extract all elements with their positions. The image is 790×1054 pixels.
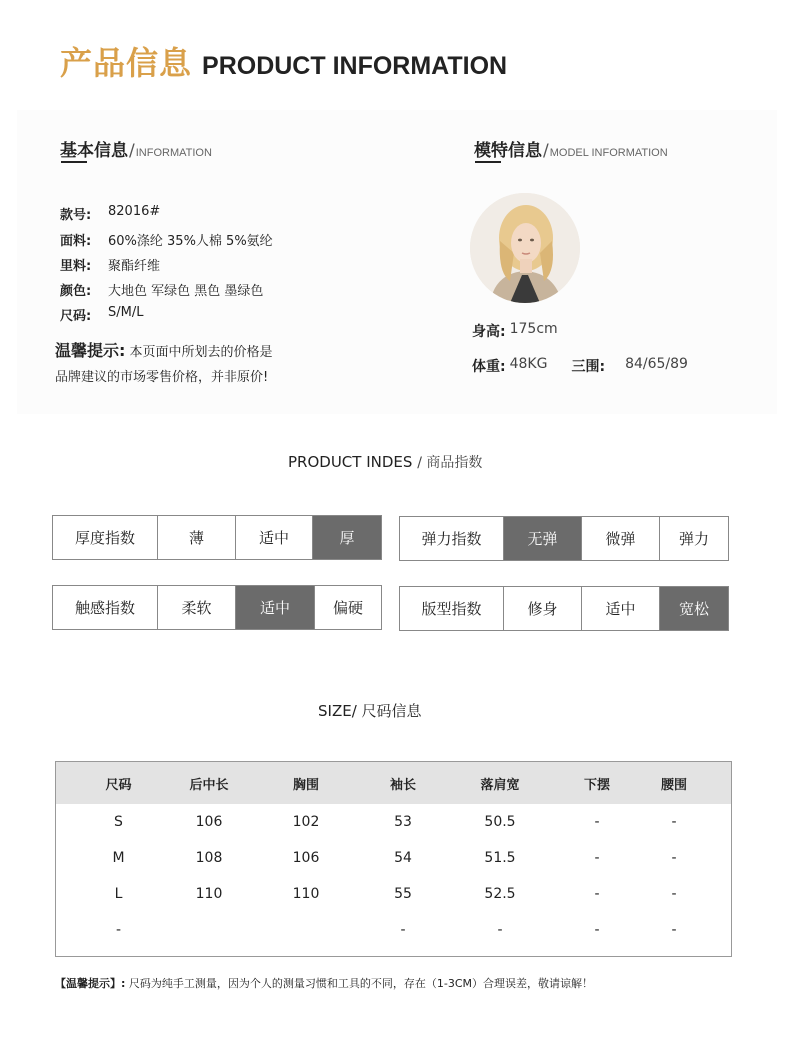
title-slash: / [129, 141, 135, 161]
model-height-row [472, 321, 558, 341]
size-table-header [56, 762, 731, 804]
index-name: 触感指数 [53, 586, 158, 629]
column-header: 腰围 [660, 777, 687, 793]
table-cell: 53 [394, 814, 412, 830]
measurement-note [55, 975, 593, 991]
index-option: 偏硬 [332, 599, 363, 617]
table-cell: M [112, 850, 125, 866]
table-cell: 54 [394, 850, 412, 866]
tip-label: 温馨提示: [55, 341, 126, 360]
table-cell: - [594, 850, 600, 866]
product-index-title [288, 452, 482, 472]
column-header: 后中长 [189, 777, 229, 793]
index-name: 版型指数 [400, 587, 504, 630]
model-info-title-en: MODEL INFORMATION [549, 147, 668, 159]
model-avatar [470, 193, 580, 303]
index-elasticity [399, 516, 729, 561]
table-cell: 106 [195, 814, 223, 830]
model-portrait-image [470, 193, 580, 303]
index-option-selected: 宽松 [660, 587, 728, 630]
index-name: 弹力指数 [400, 517, 504, 560]
table-cell: 50.5 [484, 814, 516, 830]
height-value: 175cm [509, 321, 558, 337]
info-row-size [60, 305, 143, 324]
info-label: 里料: [60, 259, 92, 274]
column-header: 下摆 [583, 777, 610, 793]
table-cell: 106 [292, 850, 320, 866]
header-title-en: PRODUCT INFORMATION [202, 52, 508, 80]
info-row-fabric [60, 230, 273, 249]
weight-label: 体重: [472, 359, 506, 375]
table-cell: S [114, 814, 123, 830]
note-label: 【温馨提示】: [55, 977, 126, 990]
product-index-title-en: PRODUCT INDES [288, 453, 413, 471]
column-header: 胸围 [292, 777, 319, 793]
measure-label: 三围: [571, 359, 606, 375]
index-option: 微弹 [582, 517, 660, 560]
price-tip [55, 338, 335, 390]
info-value: 60%涤纶 35%人棉 5%氨纶 [108, 234, 273, 249]
index-option: 适中 [582, 587, 660, 630]
info-value: 聚酯纤维 [108, 259, 161, 274]
info-row-style [60, 204, 160, 223]
table-cell: - [497, 922, 503, 938]
title-slash: / [543, 141, 549, 161]
basic-info-title-cn: 基本信息 [60, 141, 128, 161]
tip-text-line1: 本页面中所划去的价格是 [129, 345, 273, 360]
model-info-title [474, 136, 668, 161]
column-header: 尺码 [105, 777, 132, 793]
table-cell: - [671, 886, 677, 902]
info-label: 款号: [60, 208, 92, 223]
info-label: 尺码: [60, 309, 92, 324]
table-cell: L [114, 886, 123, 902]
header-title-cn: 产品信息 [60, 44, 193, 82]
info-value: 82016# [108, 204, 161, 219]
weight-value: 48KG [509, 356, 548, 372]
table-cell: - [400, 922, 406, 938]
index-option: 薄 [158, 516, 236, 559]
index-option: 适中 [236, 516, 313, 559]
table-cell: - [671, 814, 677, 830]
index-fit [399, 586, 729, 631]
index-option-selected: 适中 [236, 586, 315, 629]
index-thickness [52, 515, 382, 560]
info-label: 面料: [60, 234, 92, 249]
size-section-title: SIZE/ 尺码信息 [318, 702, 422, 720]
index-option: 柔软 [158, 586, 236, 629]
table-cell: - [594, 922, 600, 938]
tip-text-line2: 品牌建议的市场零售价格，并非原价! [55, 370, 269, 385]
table-cell: 108 [195, 850, 223, 866]
info-label: 颜色: [60, 284, 92, 299]
column-header: 袖长 [389, 777, 416, 793]
basic-info-title-en: INFORMATION [135, 147, 212, 159]
info-row-color [60, 280, 263, 299]
table-cell: 51.5 [484, 850, 516, 866]
index-option-selected: 厚 [313, 516, 381, 559]
table-row [56, 840, 731, 876]
table-cell: - [671, 922, 677, 938]
table-cell: - [115, 922, 122, 938]
info-row-lining [60, 255, 160, 274]
index-touch [52, 585, 382, 630]
table-row [56, 804, 731, 840]
table-cell: 110 [292, 886, 320, 902]
model-info-title-cn: 模特信息 [474, 141, 542, 161]
height-label: 身高: [472, 324, 506, 340]
table-cell: - [594, 814, 600, 830]
table-cell: 110 [195, 886, 223, 902]
table-cell: 52.5 [484, 886, 516, 902]
page-header [60, 38, 507, 84]
index-name: 厚度指数 [53, 516, 158, 559]
product-index-title-cn: / 商品指数 [417, 455, 483, 471]
table-row [56, 876, 731, 912]
note-text: 尺码为纯手工测量，因为个人的测量习惯和工具的不同，存在（1-3CM）合理误差，敬请谅解！ [128, 977, 594, 990]
model-info-underline [475, 161, 501, 163]
basic-info-underline [61, 161, 87, 163]
info-value: S/M/L [108, 305, 144, 320]
basic-info-title [60, 136, 212, 161]
model-weight-row [472, 356, 688, 376]
table-row [56, 912, 731, 948]
info-value: 大地色 军绿色 黑色 墨绿色 [108, 284, 264, 299]
size-table [55, 761, 732, 957]
table-cell: - [594, 886, 600, 902]
table-cell: 55 [394, 886, 412, 902]
table-cell: 102 [292, 814, 320, 830]
table-cell: - [671, 850, 677, 866]
measure-value: 84/65/89 [625, 356, 688, 372]
column-header: 落肩宽 [480, 777, 520, 793]
index-option: 修身 [504, 587, 582, 630]
index-option-selected: 无弹 [504, 517, 582, 560]
index-option: 弹力 [678, 530, 709, 548]
